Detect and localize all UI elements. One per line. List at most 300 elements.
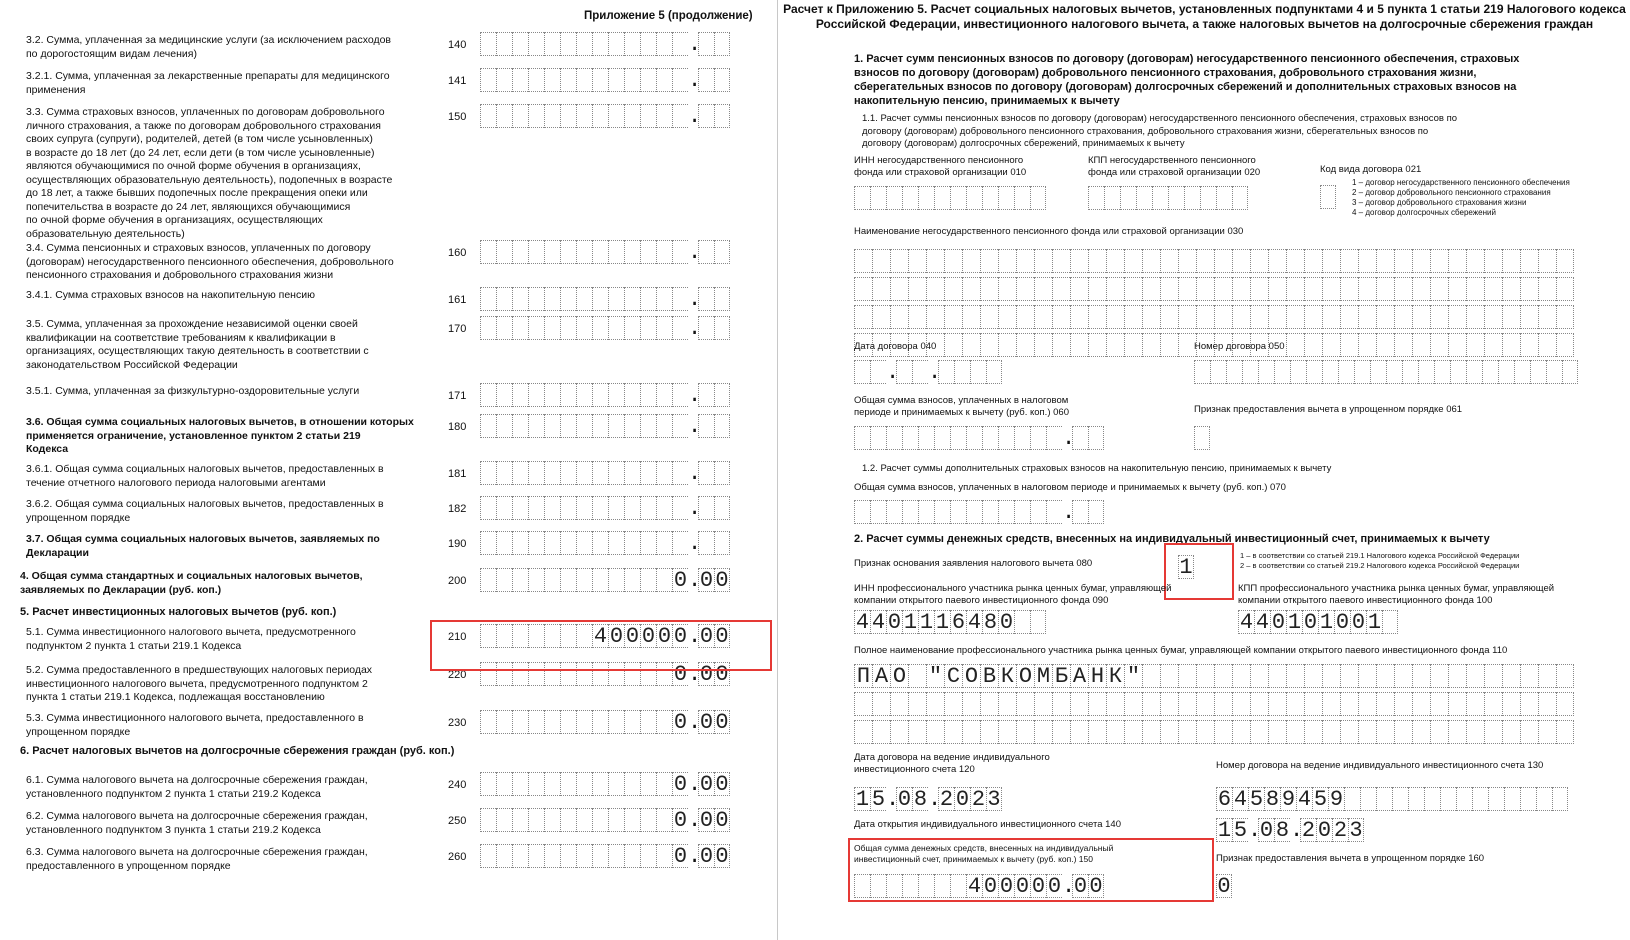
inn-broker-field[interactable] (854, 610, 1046, 634)
digit-cell (1466, 720, 1484, 744)
digit-cell (1030, 610, 1046, 634)
digit-cell (872, 305, 890, 329)
digit-cell (624, 568, 640, 592)
contract-date-label: Дата договора 040 (854, 341, 937, 352)
iis-number-field[interactable] (1216, 787, 1568, 811)
digit-cell (1394, 277, 1412, 301)
digit-cell (896, 360, 912, 384)
digit-cell (926, 305, 944, 329)
iis-simplified-label: Признак предоставления вычета в упрощенном порядке 160 (1216, 853, 1485, 864)
digit-cell (1014, 186, 1030, 210)
contract-number-field[interactable] (1194, 360, 1578, 384)
digit-cell (1376, 720, 1394, 744)
amount-field-200[interactable] (480, 568, 730, 592)
digit-cell (872, 249, 890, 273)
digit-cell: 0 (1303, 610, 1318, 635)
inn-fund-field[interactable] (854, 186, 1046, 210)
digit-cell (714, 461, 730, 485)
digit-cell (1358, 333, 1376, 357)
digit-cell: 0 (673, 772, 688, 797)
digit-cell (1070, 249, 1088, 273)
digit-cell: 2 (939, 787, 954, 812)
digit-cell: 4 (1239, 610, 1254, 635)
digit-cell (714, 240, 730, 264)
amount-field-161[interactable] (480, 287, 730, 311)
digit-cell (854, 186, 870, 210)
digit-cell (640, 287, 656, 311)
digit-cell (1106, 249, 1124, 273)
row-code-160: 160 (448, 247, 467, 259)
digit-cell (576, 568, 592, 592)
digit-cell (592, 772, 608, 796)
digit-cell (592, 710, 608, 734)
digit-cell: 4 (1233, 787, 1248, 812)
digit-cell: 0 (715, 808, 729, 833)
digit-cell (698, 383, 714, 407)
digit-cell: 0 (699, 772, 714, 797)
decimal-point: . (1290, 818, 1304, 843)
digit-cell (1520, 305, 1538, 329)
digit-cell (1562, 360, 1578, 384)
digit-cell (1386, 360, 1402, 384)
amount-field-250[interactable] (480, 808, 730, 832)
digit-cell (1160, 305, 1178, 329)
digit-cell (640, 496, 656, 520)
digit-cell: 0 (1317, 818, 1332, 843)
section-1-2-heading: 1.2. Расчет суммы дополнительных страховых взносов на накопительную пенсию, принимаемых к вычету (862, 463, 1332, 474)
iis-number-label: Номер договора на ведение индивидуального инвестиционного счета 130 (1216, 760, 1544, 771)
digit-cell (854, 249, 872, 273)
amount-field-160[interactable] (480, 240, 730, 264)
digit-cell (1214, 720, 1232, 744)
digit-cell (560, 414, 576, 438)
digit-cell (1466, 333, 1484, 357)
digit-cell (528, 772, 544, 796)
decimal-point: . (688, 383, 702, 408)
digit-cell (1370, 360, 1386, 384)
digit-cell (528, 383, 544, 407)
digit-cell (496, 287, 512, 311)
digit-cell (1466, 664, 1484, 688)
digit-cell (1290, 360, 1306, 384)
row-code-170: 170 (448, 323, 467, 335)
digit-cell (1034, 277, 1052, 301)
digit-cell (528, 568, 544, 592)
digit-cell: 1 (935, 610, 950, 635)
digit-cell: 1 (1319, 610, 1334, 635)
fund-name-row[interactable] (854, 305, 1574, 329)
digit-cell (1106, 277, 1124, 301)
digit-cell (528, 316, 544, 340)
broker-name-row[interactable] (854, 720, 1574, 744)
digit-cell (934, 426, 950, 450)
digit-cell (656, 496, 672, 520)
digit-cell: 3 (987, 787, 1001, 812)
basis-options: 1 – в соответствии со статьей 219.1 Налогового кодекса Российской Федерации 2 – в соответствии со статьей 219.2 Налогового кодекса Российской Федерации (1240, 551, 1520, 570)
digit-cell (962, 720, 980, 744)
digit-cell (926, 277, 944, 301)
digit-cell (1268, 305, 1286, 329)
digit-cell (1250, 249, 1268, 273)
digit-cell: 0 (955, 787, 970, 812)
digit-cell (624, 414, 640, 438)
digit-cell (1286, 249, 1304, 273)
amount-field-171[interactable] (480, 383, 730, 407)
digit-cell (1232, 277, 1250, 301)
decimal-point: . (1062, 874, 1076, 899)
digit-cell (1434, 360, 1450, 384)
digit-cell (528, 68, 544, 92)
amount-field-170[interactable] (480, 316, 730, 340)
digit-cell (980, 692, 998, 716)
digit-cell (672, 496, 688, 520)
decimal-point: . (928, 360, 942, 385)
digit-cell (1286, 664, 1304, 688)
digit-cell: 0 (983, 874, 998, 899)
digit-cell (1538, 277, 1556, 301)
digit-cell (1014, 610, 1030, 634)
decimal-point: . (688, 316, 702, 341)
section-2-heading: 2. Расчет суммы денежных средств, внесенных на индивидуальный инвестиционный счет, принимаемых к вычету (854, 533, 1490, 545)
digit-cell (1520, 787, 1536, 811)
broker-name-row[interactable] (854, 692, 1574, 716)
digit-cell (998, 277, 1016, 301)
digit-cell: 1 (1217, 818, 1232, 843)
digit-cell (576, 710, 592, 734)
digit-cell (986, 360, 1002, 384)
digit-cell (698, 68, 714, 92)
digit-cell (982, 186, 998, 210)
digit-cell (1538, 720, 1556, 744)
digit-cell (1502, 333, 1520, 357)
digit-cell (656, 316, 672, 340)
digit-cell (640, 461, 656, 485)
digit-cell (512, 710, 528, 734)
digit-cell (998, 333, 1016, 357)
digit-cell (1268, 692, 1286, 716)
digit-cell (1382, 610, 1398, 634)
digit-cell (1412, 305, 1430, 329)
amount-field-190[interactable] (480, 531, 730, 555)
digit-cell (902, 186, 918, 210)
digit-cell (890, 720, 908, 744)
digit-cell (1376, 664, 1394, 688)
row-label-230: 5.3. Сумма инвестиционного налогового вычета, предоставленного в упрощенном порядке (26, 712, 364, 738)
iis-date-label: Дата договора на ведение индивидуального инвестиционного счета 120 (854, 752, 1050, 775)
decimal-point: . (1248, 818, 1262, 843)
total-paid-field[interactable] (854, 426, 1104, 450)
digit-cell (1124, 305, 1142, 329)
digit-cell (1538, 249, 1556, 273)
digit-cell: 0 (699, 808, 714, 833)
digit-cell (908, 249, 926, 273)
digit-cell (1322, 692, 1340, 716)
amount-field-181[interactable] (480, 461, 730, 485)
decimal-point: . (928, 787, 942, 812)
digit-cell (1376, 277, 1394, 301)
digit-cell: 0 (699, 568, 714, 593)
digit-cell (854, 426, 870, 450)
iis-date-field[interactable] (854, 787, 1002, 811)
digit-cell (926, 720, 944, 744)
digit-cell (870, 426, 886, 450)
digit-cell (962, 692, 980, 716)
amount-field-150[interactable] (480, 104, 730, 128)
digit-cell (1484, 305, 1502, 329)
digit-cell (496, 414, 512, 438)
digit-cell (624, 383, 640, 407)
digit-cell (1214, 277, 1232, 301)
digit-cell (1178, 664, 1196, 688)
digit-cell (528, 104, 544, 128)
digit-cell (1016, 249, 1034, 273)
amount-field-260[interactable] (480, 844, 730, 868)
digit-cell (656, 844, 672, 868)
decimal-point: . (688, 104, 702, 129)
digit-cell (544, 496, 560, 520)
digit-cell (1340, 333, 1358, 357)
digit-cell: 0 (699, 844, 714, 869)
total-add-field[interactable] (854, 500, 1104, 524)
digit-cell (1250, 305, 1268, 329)
digit-cell: 0 (609, 624, 624, 649)
decimal-point: . (688, 808, 702, 833)
digit-cell (560, 32, 576, 56)
digit-cell (560, 496, 576, 520)
digit-cell (1484, 249, 1502, 273)
digit-cell (576, 68, 592, 92)
digit-cell (512, 461, 528, 485)
digit-cell (1152, 186, 1168, 210)
digit-cell (656, 568, 672, 592)
contract-number-label: Номер договора 050 (1194, 341, 1285, 352)
digit-cell (1520, 333, 1538, 357)
digit-cell (698, 496, 714, 520)
digit-cell (1030, 426, 1046, 450)
digit-cell (1320, 185, 1336, 209)
digit-cell (1226, 360, 1242, 384)
digit-cell (998, 186, 1014, 210)
row-label-161: 3.4.1. Сумма страховых взносов на накопительную пенсию (26, 289, 315, 301)
digit-cell (1322, 333, 1340, 357)
digit-cell (656, 461, 672, 485)
row-code-182: 182 (448, 503, 467, 515)
broker-name-row-1[interactable] (854, 664, 1574, 688)
digit-cell: Б (1052, 664, 1070, 688)
digit-cell (640, 531, 656, 555)
amount-field-141[interactable] (480, 68, 730, 92)
digit-cell (560, 316, 576, 340)
digit-cell (592, 568, 608, 592)
digit-cell: 4 (1255, 610, 1270, 635)
digit-cell (962, 249, 980, 273)
digit-cell: 3 (1349, 818, 1363, 843)
digit-cell (918, 426, 934, 450)
digit-cell (998, 692, 1016, 716)
digit-cell (480, 844, 496, 868)
digit-cell (656, 414, 672, 438)
digit-cell: 1 (903, 610, 918, 635)
digit-cell (560, 383, 576, 407)
digit-cell (1214, 249, 1232, 273)
digit-cell (608, 287, 624, 311)
digit-cell (854, 500, 870, 524)
digit-cell (886, 500, 902, 524)
digit-cell (872, 720, 890, 744)
digit-cell (1520, 277, 1538, 301)
section-5-heading: 5. Расчет инвестиционных налоговых вычетов (руб. коп.) (20, 606, 337, 618)
decimal-point: . (1062, 426, 1076, 451)
iis-open-field[interactable] (1216, 818, 1364, 842)
digit-cell (1178, 720, 1196, 744)
amount-field-240[interactable] (480, 772, 730, 796)
digit-cell (1136, 186, 1152, 210)
digit-cell: 9 (1281, 787, 1296, 812)
digit-cell (980, 305, 998, 329)
contract-date-field[interactable] (854, 360, 1002, 384)
digit-cell (1046, 426, 1062, 450)
digit-cell (624, 496, 640, 520)
kpp-fund-field[interactable] (1088, 186, 1248, 210)
digit-cell (528, 496, 544, 520)
digit-cell (1376, 305, 1394, 329)
digit-cell (1088, 500, 1104, 524)
digit-cell (1142, 664, 1160, 688)
digit-cell (1088, 720, 1106, 744)
digit-cell (544, 808, 560, 832)
digit-cell (944, 249, 962, 273)
digit-cell (1430, 333, 1448, 357)
basis-label: Признак основания заявления налогового вычета 080 (854, 558, 1093, 569)
digit-cell: 0 (699, 710, 714, 735)
decimal-point: . (688, 624, 702, 649)
digit-cell (1552, 787, 1568, 811)
total-paid-label: Общая сумма взносов, уплаченных в налоговом периоде и принимаемых к вычету (руб. коп.) 060 (854, 395, 1069, 418)
iis-simplified-field[interactable] (1216, 874, 1232, 898)
digit-cell (1106, 720, 1124, 744)
fund-name-row[interactable] (854, 277, 1574, 301)
decimal-point: . (688, 414, 702, 439)
digit-cell (962, 305, 980, 329)
digit-cell: 0 (1047, 874, 1062, 899)
digit-cell (1088, 692, 1106, 716)
digit-cell (1340, 249, 1358, 273)
digit-cell (480, 710, 496, 734)
fund-name-row[interactable] (854, 249, 1574, 273)
digit-cell: 1 (855, 787, 870, 812)
digit-cell: 0 (625, 624, 640, 649)
digit-cell: 0 (673, 624, 688, 649)
digit-cell (640, 710, 656, 734)
amount-field-180[interactable] (480, 414, 730, 438)
digit-cell (1232, 305, 1250, 329)
digit-cell (1034, 692, 1052, 716)
digit-cell: 9 (1329, 787, 1344, 812)
digit-cell: 0 (699, 624, 714, 649)
digit-cell (872, 692, 890, 716)
digit-cell (624, 531, 640, 555)
contract-type-field[interactable] (1320, 185, 1336, 209)
digit-cell (1484, 277, 1502, 301)
digit-cell (1440, 787, 1456, 811)
digit-cell (1196, 692, 1214, 716)
section-1-1-heading: 1.1. Расчет суммы пенсионных взносов по договору (договорам) негосударственного пенсионного обеспечения, страховых взносов по договору (договорам) добровольного пенсионного страхования, добровольного страхования жизни, сберегательных взносов по договору (договорам) долгосрочных сбережений, принимаемых к вычету (862, 113, 1458, 149)
digit-cell (672, 32, 688, 56)
decimal-point: . (688, 68, 702, 93)
digit-cell (1160, 249, 1178, 273)
digit-cell: В (980, 664, 998, 688)
digit-cell (480, 568, 496, 592)
amount-field-230[interactable] (480, 710, 730, 734)
digit-cell (1178, 305, 1196, 329)
digit-cell (656, 287, 672, 311)
digit-cell: 4 (871, 610, 886, 635)
amount-field-140[interactable] (480, 32, 730, 56)
digit-cell (918, 186, 934, 210)
digit-cell (1016, 333, 1034, 357)
digit-cell (870, 360, 886, 384)
highlight-box-150 (848, 838, 1214, 902)
simplified-061-field[interactable] (1194, 426, 1210, 450)
digit-cell (1520, 720, 1538, 744)
digit-cell (480, 808, 496, 832)
row-label-140: 3.2. Сумма, уплаченная за медицинские услуги (за исключением расходов по дорогостоящим видам лечения) (26, 34, 392, 60)
digit-cell (970, 360, 986, 384)
row-label-250: 6.2. Сумма налогового вычета на долгосрочные сбережения граждан, установленного подпунктом 3 пункта 1 статьи 219.2 Кодекса (26, 810, 368, 836)
digit-cell (1242, 360, 1258, 384)
kpp-broker-field[interactable] (1238, 610, 1398, 634)
digit-cell (1286, 333, 1304, 357)
digit-cell (1194, 360, 1210, 384)
digit-cell (998, 426, 1014, 450)
digit-cell (1016, 692, 1034, 716)
digit-cell (1448, 692, 1466, 716)
digit-cell (624, 104, 640, 128)
digit-cell: " (1124, 664, 1142, 688)
digit-cell (1304, 249, 1322, 273)
digit-cell (1304, 664, 1322, 688)
digit-cell (980, 277, 998, 301)
row-code-180: 180 (448, 421, 467, 433)
digit-cell (1502, 664, 1520, 688)
digit-cell (480, 287, 496, 311)
digit-cell (1448, 305, 1466, 329)
digit-cell (1354, 360, 1370, 384)
digit-cell (480, 414, 496, 438)
digit-cell (1070, 305, 1088, 329)
digit-cell: 4 (1297, 787, 1312, 812)
digit-cell (592, 808, 608, 832)
digit-cell (950, 186, 966, 210)
digit-cell: 5 (1233, 818, 1248, 843)
amount-field-182[interactable] (480, 496, 730, 520)
digit-cell (656, 104, 672, 128)
digit-cell (966, 186, 982, 210)
digit-cell: 0 (673, 808, 688, 833)
digit-cell (592, 32, 608, 56)
digit-cell (698, 531, 714, 555)
digit-cell (496, 772, 512, 796)
digit-cell (698, 104, 714, 128)
digit-cell (576, 316, 592, 340)
digit-cell (592, 461, 608, 485)
contract-type-options: 1 – договор негосударственного пенсионного обеспечения 2 – договор добровольного пенсионного страхования 3 – договор добровольного страхования жизни 4 – договор долгосрочных сбережений (1352, 178, 1570, 217)
inn-fund-label: ИНН негосударственного пенсионного фонда или страховой организации 010 (854, 155, 1027, 178)
digit-cell (1340, 664, 1358, 688)
decimal-point: . (688, 568, 702, 593)
digit-cell (496, 844, 512, 868)
digit-cell (1536, 787, 1552, 811)
